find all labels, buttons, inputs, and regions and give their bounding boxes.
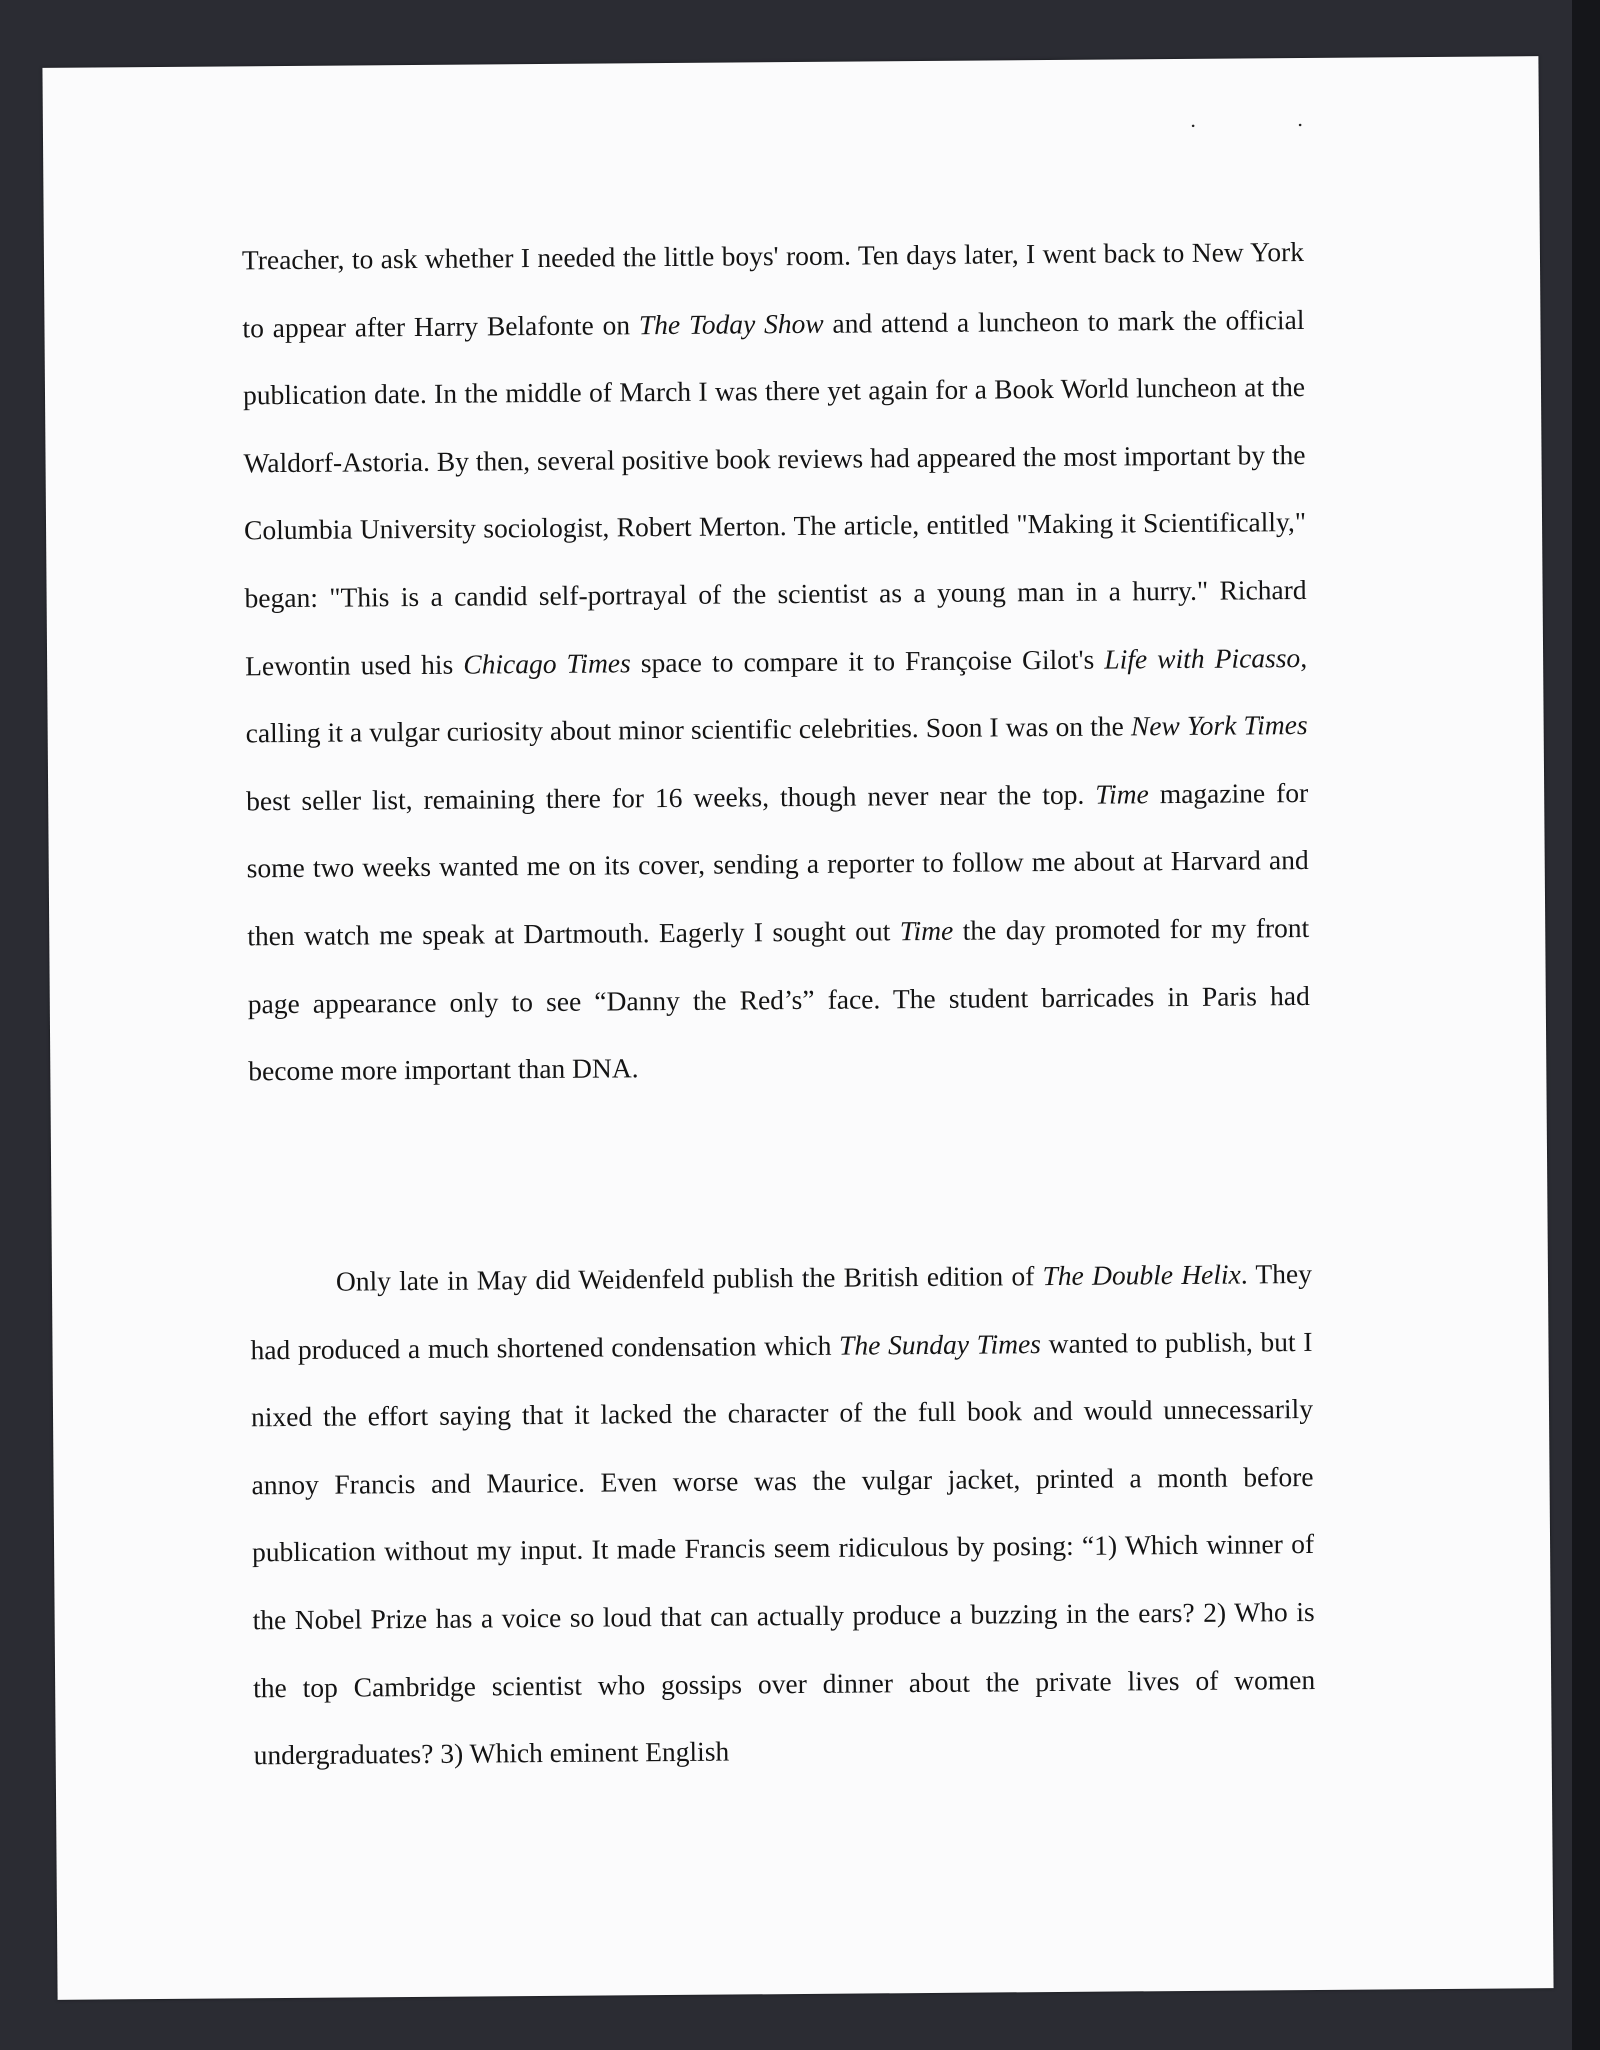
italic-title-text: The Double Helix [1042, 1258, 1241, 1292]
body-text-run: . They had produced a much shortened condensation which [250, 1257, 1313, 1365]
corner-marks: . . [1190, 105, 1351, 132]
body-text-run: wanted to publish, but I nixed the effort saying that it lacked the character of the full book and would unnecessarily annoy Francis and Maurice. Even worse was the vulgar jacket, printed a month before publication without my input. It made Francis seem ridiculous by posing: “1) Which winner of the Nobel Prize has a voice so loud that can actually produce a buzzing in the ears? 2) Who is the top Cambridge scientist who gossips over dinner about the private lives of women undergraduates? 3) Which eminent English [250, 1325, 1316, 1771]
body-text-run: space to compare it to Françoise Gilot's [630, 643, 1105, 678]
scanner-backdrop-edge [1572, 0, 1600, 2050]
italic-title-text: The Sunday Times [838, 1327, 1042, 1361]
body-text-run: magazine for some two weeks wanted me on its cover, sending a reporter to follow me about at Harvard and then watch me speak at Dartmouth. Eagerly I sought out [246, 776, 1309, 952]
body-text-run: Only late in May did Weidenfeld publish the British edition of [335, 1260, 1043, 1297]
italic-title-text: Chicago Times [463, 646, 631, 680]
italic-title-text: New York Times [1130, 709, 1308, 742]
body-text-run: Treacher, to ask whether I needed the little boys' room. Ten days later, I went back to New York to appear after Harry Belafonte on [241, 236, 1305, 343]
paragraph-1 [242, 218, 1311, 1105]
italic-title-text: Life with Picasso [1104, 641, 1301, 675]
body-text-run: the day promoted for my front page appearance only to see “Danny the Red’s” face. The student barricades in Paris had become more important than DNA. [247, 911, 1310, 1087]
body-text-run: , calling it a vulgar curiosity about minor scientific celebrities. Soon I was on the [245, 641, 1308, 749]
paragraph-2 [250, 1240, 1316, 1789]
italic-title-text: The Today Show [638, 307, 824, 340]
italic-title-text: Time [899, 914, 954, 947]
italic-title-text: Time [1095, 777, 1149, 810]
body-text-run: and attend a luncheon to mark the official publication date. In the middle of March I was there yet again for a Book World luncheon at the Waldorf-Astoria. By then, several positive book reviews had appeared the most important by the Columbia University sociologist, Robert Merton. The article, entitled "Making it Scientifically," began: "This is a candid self-portrayal of the scientist as a young man in a hurry." Richard Lewontin used his [242, 303, 1307, 681]
body-text-run: best seller list, remaining there for 16 weeks, though never near the top. [246, 778, 1096, 817]
document-page [42, 56, 1553, 2000]
